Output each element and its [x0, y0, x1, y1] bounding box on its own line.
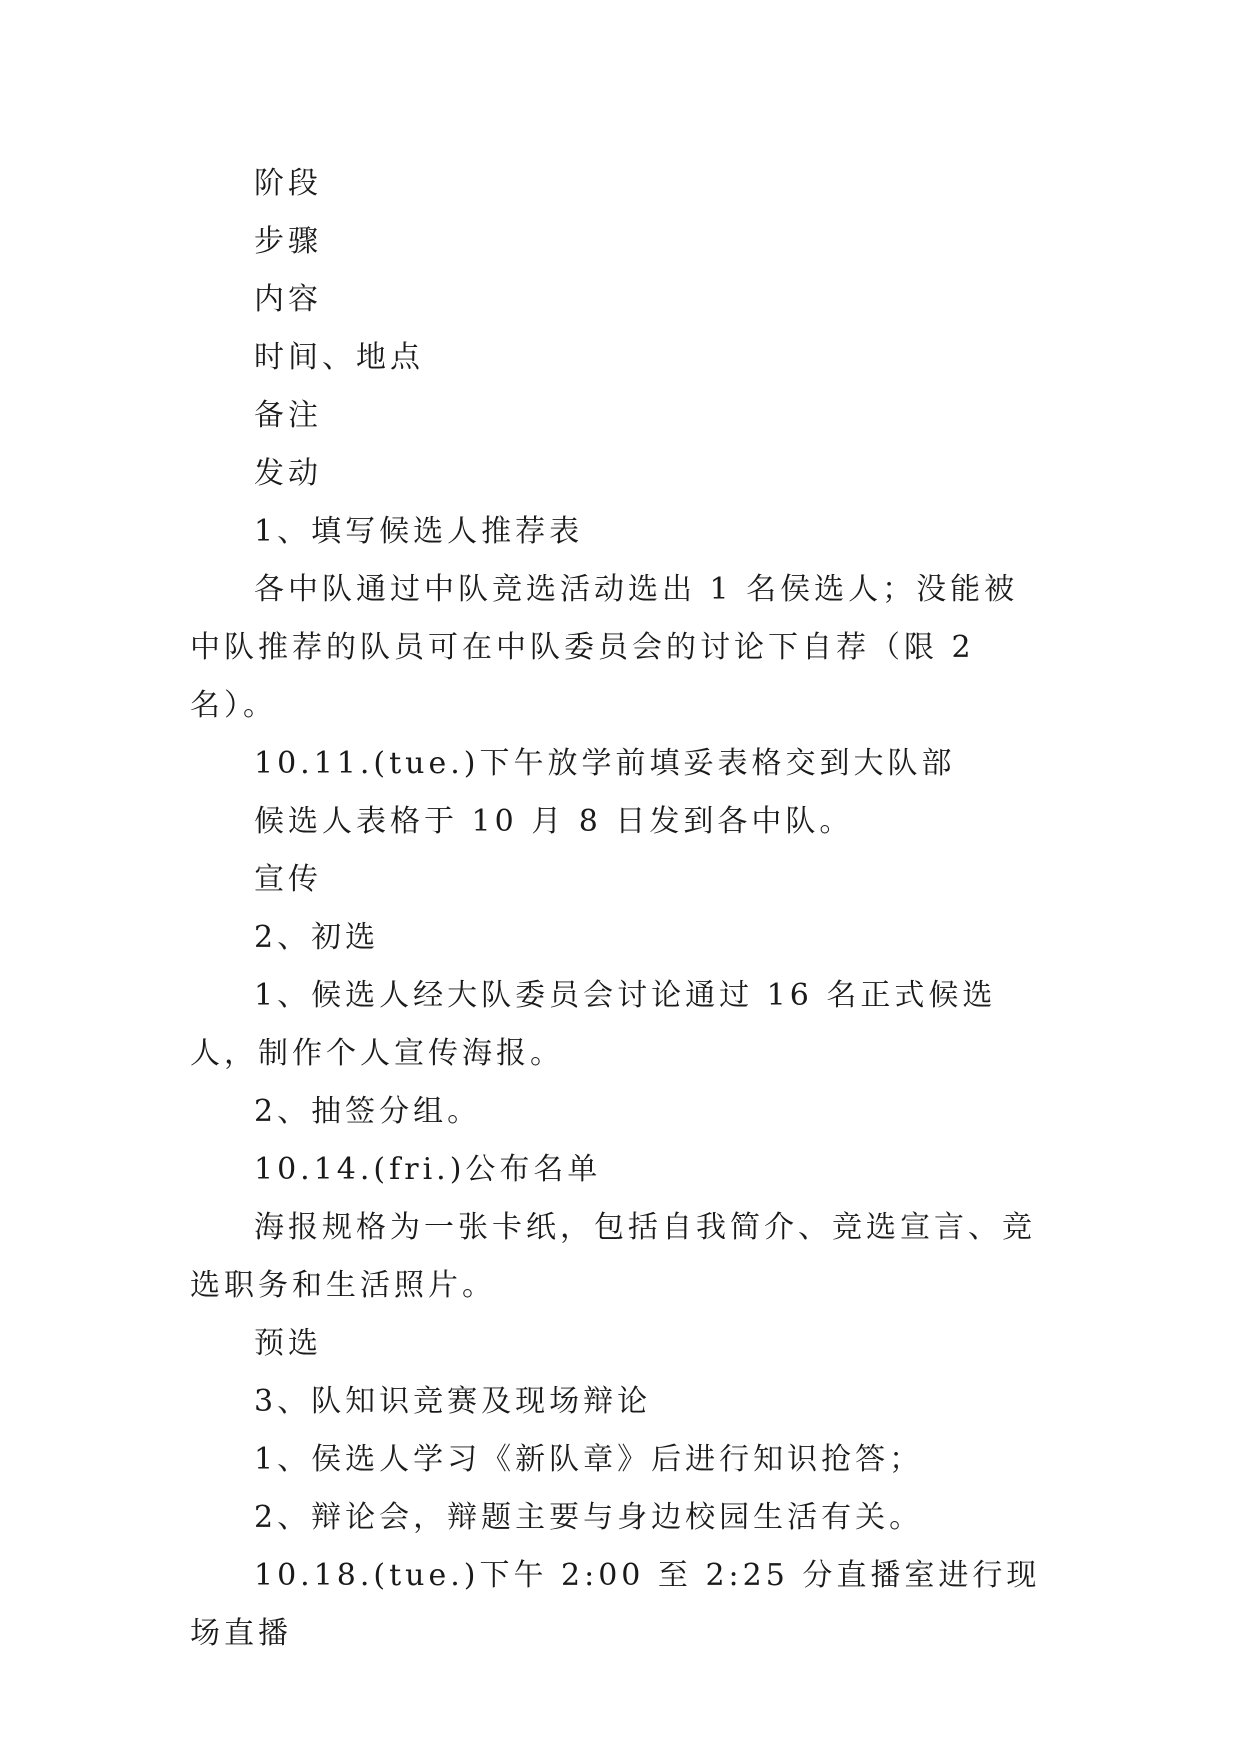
paragraph-step-1-time: 10.11.(tue.)下午放学前填妥表格交到大队部	[254, 746, 956, 781]
paragraph-step-2: 2、初选	[254, 920, 380, 955]
document-body	[190, 155, 1050, 1663]
paragraph-mobilize: 发动	[254, 456, 322, 491]
paragraph-step-2-time: 10.14.(fri.)公布名单	[254, 1152, 602, 1187]
paragraph-time-place: 时间、地点	[254, 340, 424, 375]
paragraph-content: 内容	[254, 282, 322, 317]
paragraph-preselection: 预选	[254, 1326, 322, 1361]
paragraph-step-3-content-2: 2、辩论会，辩题主要与身边校园生活有关。	[254, 1500, 924, 1535]
paragraph-steps: 步骤	[254, 224, 322, 259]
paragraph-publicity: 宣传	[254, 862, 322, 897]
paragraph-step-2-remark: 海报规格为一张卡纸，包括自我简介、竞选宣言、竞选职务和生活照片。	[190, 1210, 1036, 1303]
paragraph-step-3: 3、队知识竞赛及现场辩论	[254, 1384, 652, 1419]
paragraph-step-3-time: 10.18.(tue.)下午 2:00 至 2:25 分直播室进行现场直播	[190, 1558, 1041, 1651]
paragraph-step-1-content: 各中队通过中队竞选活动选出 1 名侯选人；没能被中队推荐的队员可在中队委员会的讨论下自荐（限 2 名）。	[190, 572, 1019, 723]
paragraph-step-3-content-1: 1、侯选人学习《新队章》后进行知识抢答；	[254, 1442, 924, 1477]
paragraph-step-2-content-1: 1、候选人经大队委员会讨论通过 16 名正式候选人，制作个人宣传海报。	[190, 978, 997, 1071]
paragraph-remarks: 备注	[254, 398, 322, 433]
paragraph-step-1: 1、填写候选人推荐表	[254, 514, 584, 549]
paragraph-step-1-remark: 候选人表格于 10 月 8 日发到各中队。	[254, 804, 854, 839]
paragraph-stage: 阶段	[254, 166, 322, 201]
paragraph-step-2-content-2: 2、抽签分组。	[254, 1094, 482, 1129]
